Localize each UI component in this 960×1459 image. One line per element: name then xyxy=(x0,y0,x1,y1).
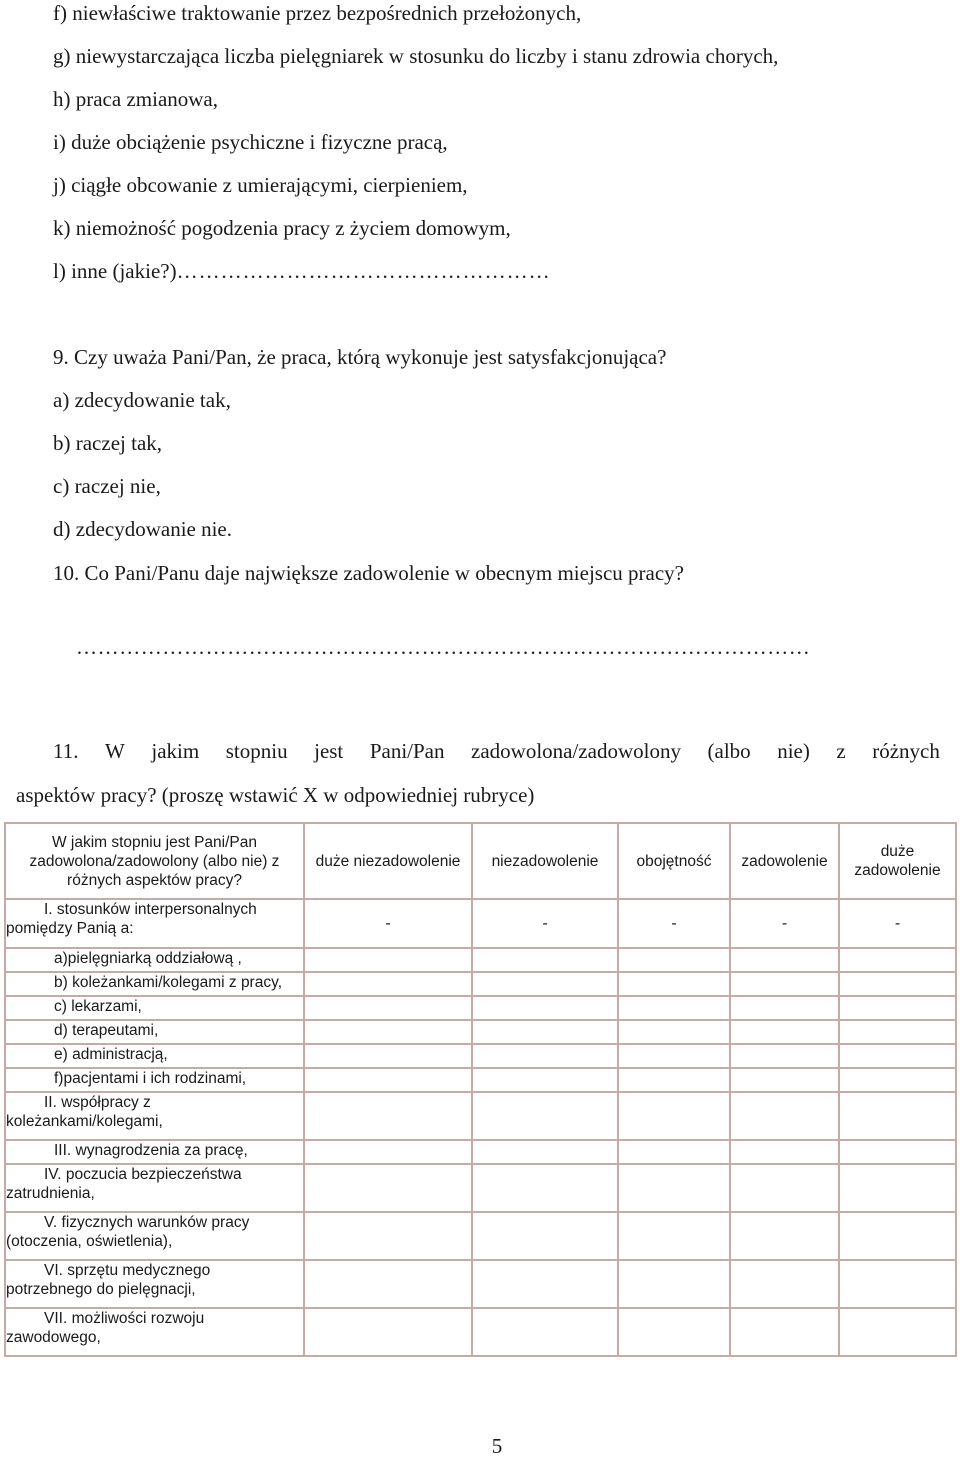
header-very-dissatisfied: duże niezadowolenie xyxy=(304,823,472,899)
header-dissatisfied: niezadowolenie xyxy=(472,823,618,899)
q9-option-b: b) raczej tak, xyxy=(53,431,163,455)
answer-cell[interactable] xyxy=(839,1068,956,1092)
row-label: b) koleżankami/kolegami z pracy, xyxy=(5,972,304,996)
answer-cell[interactable] xyxy=(472,1260,618,1308)
row-label xyxy=(5,1092,304,1140)
q11-word: jest xyxy=(314,739,344,763)
q9-option-d: d) zdecydowanie nie. xyxy=(53,517,233,541)
line-l xyxy=(53,258,551,284)
row-label xyxy=(5,1164,304,1212)
answer-cell[interactable] xyxy=(618,1092,730,1140)
cell-dash: - xyxy=(472,899,618,948)
q11-word: stopniu xyxy=(225,739,288,763)
q9-title: 9. Czy uważa Pani/Pan, że praca, którą wykonuje jest satysfakcjonująca? xyxy=(53,345,667,369)
answer-cell[interactable] xyxy=(839,1308,956,1356)
answer-cell[interactable] xyxy=(472,996,618,1020)
answer-cell[interactable] xyxy=(839,1260,956,1308)
line-j: j) ciągłe obcowanie z umierającymi, cierpieniem, xyxy=(53,173,468,197)
answer-cell[interactable] xyxy=(618,1260,730,1308)
answer-cell[interactable] xyxy=(304,972,472,996)
row-label: III. wynagrodzenia za pracę, xyxy=(5,1140,304,1164)
q11-word: (albo xyxy=(707,739,751,763)
table-row xyxy=(5,1308,956,1356)
answer-cell[interactable] xyxy=(730,1164,839,1212)
line-i: i) duże obciążenie psychiczne i fizyczne pracą, xyxy=(53,130,448,154)
row-label-rest: koleżankami/kolegami, xyxy=(6,1113,163,1130)
line-k: k) niemożność pogodzenia pracy z życiem domowym, xyxy=(53,216,511,240)
answer-cell[interactable] xyxy=(839,948,956,972)
answer-cell[interactable] xyxy=(618,1044,730,1068)
row-label: c) lekarzami, xyxy=(5,996,304,1020)
row-label-first: VII. możliwości rozwoju xyxy=(44,1310,205,1327)
answer-cell[interactable] xyxy=(839,972,956,996)
q11-word: jakim xyxy=(151,739,200,763)
answer-cell[interactable] xyxy=(304,1020,472,1044)
answer-cell[interactable] xyxy=(839,996,956,1020)
answer-cell[interactable] xyxy=(472,972,618,996)
table-row xyxy=(5,1164,956,1212)
row-label xyxy=(5,1260,304,1308)
row-label: a)pielęgniarką oddziałową , xyxy=(5,948,304,972)
answer-cell[interactable] xyxy=(730,996,839,1020)
answer-cell[interactable] xyxy=(730,1092,839,1140)
answer-cell[interactable] xyxy=(730,1068,839,1092)
answer-cell[interactable] xyxy=(618,948,730,972)
answer-cell[interactable] xyxy=(839,1164,956,1212)
q9-option-a: a) zdecydowanie tak, xyxy=(53,388,231,412)
answer-cell[interactable] xyxy=(472,948,618,972)
answer-cell[interactable] xyxy=(304,1068,472,1092)
q10-answer-dots: ………………………………………………………………………………………… xyxy=(76,635,811,659)
answer-cell[interactable] xyxy=(730,1044,839,1068)
answer-cell[interactable] xyxy=(472,1140,618,1164)
answer-cell[interactable] xyxy=(730,1308,839,1356)
answer-cell[interactable] xyxy=(618,972,730,996)
answer-cell[interactable] xyxy=(618,1212,730,1260)
table-row xyxy=(5,996,956,1020)
q11-word: W xyxy=(105,739,125,763)
q11-word: różnych xyxy=(872,739,940,763)
row-label: d) terapeutami, xyxy=(5,1020,304,1044)
answer-cell[interactable] xyxy=(618,1308,730,1356)
header-question: W jakim stopniu jest Pani/Pan zadowolona/zadowolony (albo nie) z różnych aspektów pracy? xyxy=(5,823,304,899)
answer-cell[interactable] xyxy=(304,1212,472,1260)
answer-cell[interactable] xyxy=(839,1044,956,1068)
answer-cell[interactable] xyxy=(472,1044,618,1068)
table-row xyxy=(5,899,956,948)
answer-cell[interactable] xyxy=(304,1140,472,1164)
answer-cell[interactable] xyxy=(618,1164,730,1212)
q11-word: zadowolona/zadowolony xyxy=(471,739,681,763)
row-label-first: II. współpracy z xyxy=(44,1094,151,1111)
answer-cell[interactable] xyxy=(472,1308,618,1356)
answer-cell[interactable] xyxy=(304,1260,472,1308)
table-row xyxy=(5,948,956,972)
answer-cell[interactable] xyxy=(618,1020,730,1044)
table-row xyxy=(5,1068,956,1092)
table-row xyxy=(5,1212,956,1260)
table-row xyxy=(5,1140,956,1164)
answer-cell[interactable] xyxy=(472,1068,618,1092)
row-label-rest: zatrudnienia, xyxy=(6,1185,95,1202)
answer-cell[interactable] xyxy=(472,1164,618,1212)
answer-cell[interactable] xyxy=(730,1260,839,1308)
table-header-row xyxy=(5,823,956,899)
answer-cell[interactable] xyxy=(839,1212,956,1260)
row-label-first: I. stosunków interpersonalnych xyxy=(44,901,257,918)
answer-cell[interactable] xyxy=(730,1212,839,1260)
line-l-dots: …………………………………………… xyxy=(176,259,551,283)
answer-cell[interactable] xyxy=(304,1044,472,1068)
row-label: f)pacjentami i ich rodzinami, xyxy=(5,1068,304,1092)
answer-cell[interactable] xyxy=(472,1092,618,1140)
table-row xyxy=(5,1044,956,1068)
row-label-rest: (otoczenia, oświetlenia), xyxy=(6,1233,173,1250)
answer-cell[interactable] xyxy=(730,1140,839,1164)
table-row xyxy=(5,1092,956,1140)
row-label-rest: pomiędzy Panią a: xyxy=(6,920,134,937)
answer-cell[interactable] xyxy=(730,1020,839,1044)
line-h: h) praca zmianowa, xyxy=(53,87,218,111)
answer-cell[interactable] xyxy=(304,1092,472,1140)
answer-cell[interactable] xyxy=(304,1308,472,1356)
line-l-label: l) inne (jakie?) xyxy=(53,259,177,283)
cell-dash: - xyxy=(618,899,730,948)
answer-cell[interactable] xyxy=(730,972,839,996)
table-row xyxy=(5,1020,956,1044)
cell-dash: - xyxy=(304,899,472,948)
answer-cell[interactable] xyxy=(839,1140,956,1164)
row-label-first: V. fizycznych warunków pracy xyxy=(44,1214,250,1231)
table-row xyxy=(5,972,956,996)
answer-cell[interactable] xyxy=(839,1020,956,1044)
row-label xyxy=(5,1212,304,1260)
q11-line1 xyxy=(53,738,940,764)
header-very-satisfied: duże zadowolenie xyxy=(839,823,956,899)
answer-cell[interactable] xyxy=(472,1020,618,1044)
answer-cell[interactable] xyxy=(839,1092,956,1140)
row-label-rest: potrzebnego do pielęgnacji, xyxy=(6,1281,196,1298)
q11-line2: aspektów pracy? (proszę wstawić X w odpowiedniej rubryce) xyxy=(16,783,535,807)
q11-word: z xyxy=(836,739,846,763)
q11-word: Pani/Pan xyxy=(369,739,445,763)
answer-cell[interactable] xyxy=(304,1164,472,1212)
table-row xyxy=(5,1260,956,1308)
row-label-first: VI. sprzętu medycznego xyxy=(44,1262,211,1279)
line-g: g) niewystarczająca liczba pielęgniarek w stosunku do liczby i stanu zdrowia chorych, xyxy=(53,44,779,68)
line-f: f) niewłaściwe traktowanie przez bezpośrednich przełożonych, xyxy=(53,1,582,25)
answer-cell[interactable] xyxy=(730,948,839,972)
row-label-rest: zawodowego, xyxy=(6,1329,101,1346)
q11-word: 11. xyxy=(53,739,79,763)
answer-cell[interactable] xyxy=(618,1140,730,1164)
satisfaction-table xyxy=(4,822,957,1357)
page-number: 5 xyxy=(491,1434,503,1458)
row-label: e) administracją, xyxy=(5,1044,304,1068)
header-satisfied: zadowolenie xyxy=(730,823,839,899)
answer-cell[interactable] xyxy=(618,1068,730,1092)
answer-cell[interactable] xyxy=(618,996,730,1020)
row-label-first: IV. poczucia bezpieczeństwa xyxy=(44,1166,242,1183)
answer-cell[interactable] xyxy=(472,1212,618,1260)
cell-dash: - xyxy=(839,899,956,948)
q9-option-c: c) raczej nie, xyxy=(53,474,161,498)
q11-word: nie) xyxy=(777,739,810,763)
q10-title: 10. Co Pani/Panu daje największe zadowolenie w obecnym miejscu pracy? xyxy=(53,561,684,585)
row-label xyxy=(5,1308,304,1356)
header-neutral: obojętność xyxy=(618,823,730,899)
row-label-interpersonal xyxy=(5,899,304,948)
cell-dash: - xyxy=(730,899,839,948)
answer-cell[interactable] xyxy=(304,996,472,1020)
answer-cell[interactable] xyxy=(304,948,472,972)
